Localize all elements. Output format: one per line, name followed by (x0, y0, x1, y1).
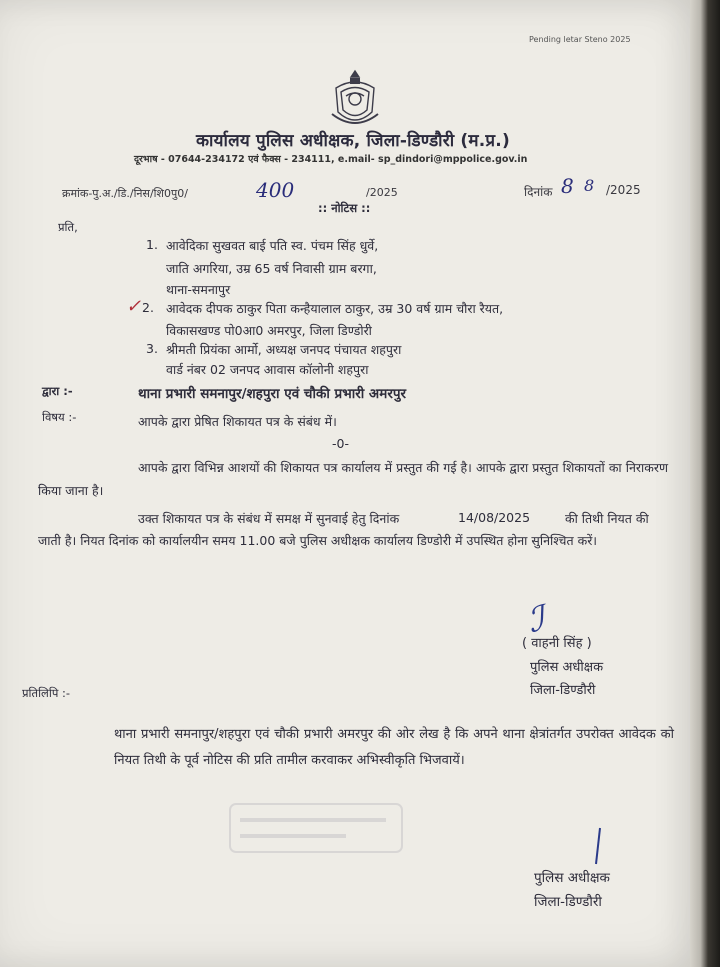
notice-title: :: नोटिस :: (318, 201, 371, 215)
recipient-2-line1: आवेदक दीपक ठाकुर पिता कन्हैयालाल ठाकुर, उम्र 30 वर्ष ग्राम चौरा रैयत, (166, 301, 504, 316)
date-year: /2025 (606, 183, 641, 197)
date-day: 8 (561, 174, 574, 198)
sign2-district: जिला-डिण्डौरी (534, 894, 602, 910)
date-label: दिनांक (524, 185, 553, 199)
subject-label: विषय :- (42, 410, 77, 424)
body-paragraph-1: आपके द्वारा विभिन्न आशयों की शिकायत पत्र कार्यालय में प्रस्तुत की गई है। आपके द्वारा प्रस्तुत शिकायतों का निराकरण किया जाना है। (38, 460, 668, 498)
faint-stamp-icon (226, 798, 406, 858)
recipient-2-num: 2. (142, 300, 154, 315)
page-edge-shadow (690, 0, 720, 967)
recipient-2-line2: विकासखण्ड पो0आ0 अमरपुर, जिला डिण्डोरी (166, 323, 372, 338)
recipient-1-line2: जाति अगरिया, उम्र 65 वर्ष निवासी ग्राम बरगा, (166, 261, 377, 276)
contact-line: दूरभाष - 07644-234172 एवं फैक्स - 234111, e.mail- sp_dindori@mppolice.gov.in (134, 154, 528, 165)
sign2-designation: पुलिस अधीक्षक (534, 870, 610, 886)
signatory-district: जिला-डिण्डौरी (530, 683, 596, 698)
separator: -0- (332, 436, 349, 451)
body-paragraph-2-rest: जाती है। नियत दिनांक को कार्यालयीन समय 11.00 बजे पुलिस अधीक्षक कार्यालय डिण्डोरी में उपस्थित होना सुनिश्चित करें। (38, 533, 598, 548)
body-paragraph-2-start: उक्त शिकायत पत्र के संबंध में समक्ष में सुनवाई हेतु दिनांक (138, 511, 400, 526)
tick-mark-icon: ✓ (126, 296, 142, 317)
ref-number: 400 (256, 178, 295, 202)
signature-stroke-icon (594, 826, 600, 866)
ref-prefix: क्रमांक-पु.अ./डि./निस/शि0पु0/ (62, 187, 188, 200)
ref-year: /2025 (366, 186, 398, 199)
recipient-3-line1: श्रीमती प्रियंका आर्मो, अध्यक्ष जनपद पंचायत शहपुरा (166, 342, 402, 357)
recipient-1-line1: आवेदिका सुखवत बाई पति स्व. पंचम सिंह धुर्वे, (166, 238, 379, 253)
through-label: द्वारा :- (42, 384, 73, 398)
police-emblem-icon (326, 68, 384, 130)
recipient-3-num: 3. (146, 341, 158, 356)
pending-note: Pending letar Steno 2025 (529, 35, 631, 44)
recipient-1-line3: थाना-समनापुर (166, 282, 231, 297)
copy-label: प्रतिलिपि :- (22, 686, 71, 700)
date-month: 8 (584, 176, 595, 195)
body-paragraph-2-line1-end: की तिथी नियत की (565, 511, 649, 526)
recipient-1-num: 1. (146, 237, 158, 252)
signatory-name: ( वाहनी सिंह ) (522, 636, 592, 651)
office-title: कार्यालय पुलिस अधीक्षक, जिला-डिण्डौरी (म.प्र.) (196, 131, 510, 151)
signature-scribble-icon: ℐ (524, 598, 548, 642)
through-text: थाना प्रभारी समनापुर/शहपुरा एवं चौकी प्रभारी अमरपुर (138, 386, 407, 402)
recipient-3-line2: वार्ड नंबर 02 जनपद आवास कॉलोनी शहपुरा (166, 362, 369, 377)
signatory-designation: पुलिस अधीक्षक (530, 660, 604, 675)
hearing-date: 14/08/2025 (458, 510, 531, 525)
subject-text: आपके द्वारा प्रेषित शिकायत पत्र के संबंध में। (138, 414, 337, 429)
copy-text: थाना प्रभारी समनापुर/शहपुरा एवं चौकी प्रभारी अमरपुर की ओर लेख है कि अपने थाना क्षेत्रांतर्गत उपरोक्त आवेदक को नियत तिथी के पूर्व नोटिस की प्रति तामील करवाकर अभिस्वीकृति भिजवायें। (114, 727, 674, 768)
recipients-label: प्रति, (58, 220, 78, 234)
